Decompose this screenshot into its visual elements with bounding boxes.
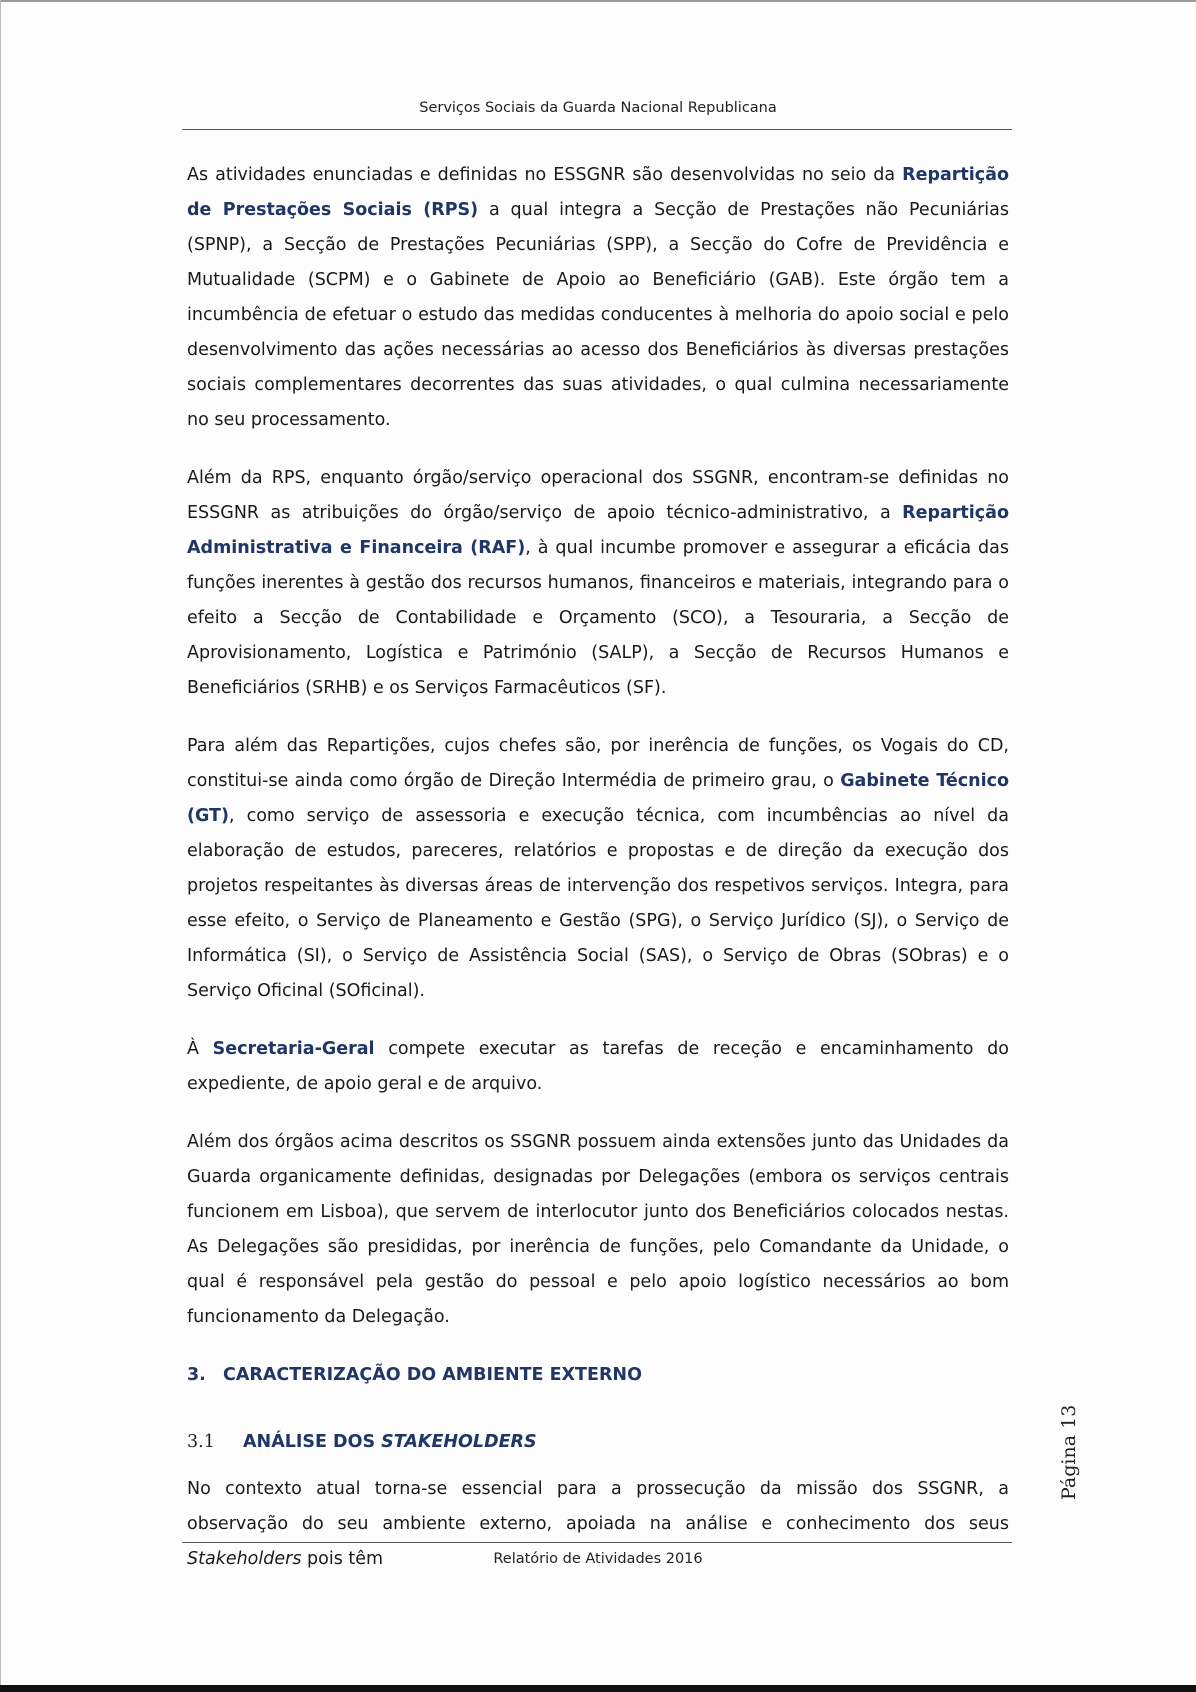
paragraph-text: , como serviço de assessoria e execução técnica, com incumbências ao nível da elaboração de estudos, pareceres, relatórios e propostas e de direção da execução dos projetos respeitantes às diversas áreas de intervenção dos respetivos serviços. Integra, para esse efeito, o Serviço de Planeamento e Gestão (SPG), o Serviço Jurídico (SJ), o Serviço de Informática (SI), o Serviço de Assistência Social (SAS), o Serviço de Obras (SObras) e o Serviço Oficinal (SOficinal).	[187, 806, 1009, 1001]
paragraph-text: No contexto atual torna-se essencial para a prossecução da missão dos SSGNR, a observação do seu ambiente externo, apoiada na análise e conhecimento dos seus	[187, 1479, 1009, 1534]
running-header: Serviços Sociais da Guarda Nacional Republicana	[419, 100, 777, 116]
paragraph-text: , à qual incumbe promover e assegurar a eficácia das funções inerentes à gestão dos recursos humanos, financeiros e materiais, integrando para o efeito a Secção de Contabilidade e Orçamento (SCO), a Tesouraria, a Secção de Aprovisionamento, Logística e Património (SALP), a Secção de Recursos Humanos e Beneficiários (SRHB) e os Serviços Farmacêuticos (SF).	[187, 538, 1009, 698]
paragraph-raf	[187, 461, 1009, 706]
section-heading-3	[187, 1358, 1009, 1393]
paragraph-text: Além da RPS, enquanto órgão/serviço operacional dos SSGNR, encontram-se definidas no ESSGNR as atribuições do órgão/serviço de apoio técnico-administrativo, a	[187, 468, 1009, 523]
subsection-title: ANÁLISE DOS	[243, 1432, 382, 1452]
italic-term: Stakeholders	[187, 1549, 302, 1569]
paragraph-text: As atividades enunciadas e definidas no ESSGNR são desenvolvidas no seio da	[187, 165, 903, 185]
bold-term: Repartição Administrativa e Financeira (RAF)	[187, 503, 1009, 558]
paragraph-text: a qual integra a Secção de Prestações não Pecuniárias (SPNP), a Secção de Prestações Pecuniárias (SPP), a Secção do Cofre de Previdência e Mutualidade (SCPM) e o Gabinete de Apoio ao Beneficiário (GAB). Este órgão tem a incumbência de efetuar o estudo das medidas conducentes à melhoria do apoio social e pelo desenvolvimento das ações necessárias ao acesso dos Beneficiários às diversas prestações sociais complementares decorrentes das suas atividades, o qual culmina necessariamente no seu processamento.	[187, 200, 1009, 430]
paragraph-text: compete executar as tarefas de receção e encaminhamento do expediente, de apoio geral e de arquivo.	[187, 1039, 1009, 1094]
section-number: 3.	[187, 1365, 206, 1385]
footer-rule	[182, 1542, 1012, 1543]
paragraph-delegacoes	[187, 1125, 1009, 1335]
paragraph-text: Para além das Repartições, cujos chefes são, por inerência de funções, os Vogais do CD, constitui-se ainda como órgão de Direção Intermédia de primeiro grau, o	[187, 736, 1009, 791]
section-heading-3-1	[187, 1425, 1009, 1460]
paragraph-text: Além dos órgãos acima descritos os SSGNR possuem ainda extensões junto das Unidades da Guarda organicamente definidas, designadas por Delegações (embora os serviços centrais funcionem em Lisboa), que servem de interlocutor junto dos Beneficiários colocados nestas. As Delegações são presididas, por inerência de funções, pelo Comandante da Unidade, o qual é responsável pela gestão do pessoal e pelo apoio logístico necessários ao bom funcionamento da Delegação.	[187, 1132, 1009, 1327]
paragraph-text: À	[187, 1039, 213, 1059]
paragraph-secretaria	[187, 1032, 1009, 1102]
header-rule	[182, 129, 1012, 130]
running-footer: Relatório de Atividades 2016	[493, 1551, 703, 1567]
scan-edge-left	[0, 0, 1, 1692]
bold-term: Repartição de Prestações Sociais (RPS)	[187, 165, 1009, 220]
page-body	[187, 158, 1009, 1600]
paragraph-rps	[187, 158, 1009, 438]
scan-edge-bottom	[0, 1685, 1196, 1692]
paragraph-text: pois têm	[301, 1549, 384, 1569]
section-title: CARACTERIZAÇÃO DO AMBIENTE EXTERNO	[223, 1365, 642, 1385]
subsection-number: 3.1	[187, 1432, 215, 1452]
bold-term: Secretaria-Geral	[212, 1039, 375, 1059]
scan-edge-top	[0, 0, 1196, 2]
subsection-title-italic: STAKEHOLDERS	[381, 1432, 537, 1452]
paragraph-gt	[187, 729, 1009, 1009]
page-number: Página 13	[1058, 1404, 1080, 1500]
bold-term: Gabinete Técnico (GT)	[187, 771, 1009, 826]
